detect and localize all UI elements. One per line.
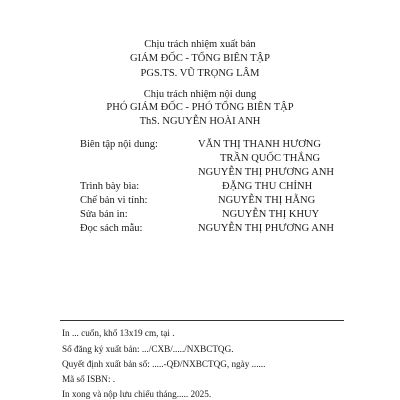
deputy-director-name: ThS. NGUYỄN HOÀI ANH [139, 116, 261, 127]
imprint-divider [60, 320, 344, 321]
sample-reader-name: NGUYỄN THỊ PHƯƠNG ANH [198, 223, 334, 234]
publishing-director-title: GIÁM ĐỐC - TỔNG BIÊN TẬP [130, 53, 270, 64]
layout-label: Chế bản vi tính: [80, 195, 148, 206]
print-run-line: In ... cuốn, khổ 13x19 cm, tại . [62, 328, 175, 338]
content-responsibility-heading: Chịu trách nhiệm nội dung [143, 89, 257, 100]
content-editor-label: Biên tập nội dung: [80, 139, 158, 150]
roster-row-layout [0, 194, 400, 208]
publishing-responsibility-heading: Chịu trách nhiệm xuất bản [144, 39, 256, 50]
content-editor-name: TRẦN QUỐC THẮNG [220, 153, 321, 164]
roster-row-sample-reader [0, 222, 400, 236]
print-proof-name: NGUYỄN THỊ KHUY [222, 209, 320, 220]
cover-design-label: Trình bày bìa: [80, 181, 140, 192]
roster-row-content-editor-3 [0, 166, 400, 180]
cover-design-name: ĐẶNG THU CHỈNH [222, 181, 313, 192]
legal-deposit-line: In xong và nộp lưu chiểu tháng..... 2025. [62, 389, 212, 399]
roster-row-print-proof [0, 208, 400, 222]
layout-name: NGUYỄN THỊ HẰNG [218, 195, 316, 206]
roster-row-content-editor [0, 138, 400, 152]
publishing-registration-line: Số đăng ký xuất bản: .../CXB/...../NXBCTQG. [62, 344, 234, 354]
publishing-director-name: PGS.TS. VŨ TRỌNG LÂM [140, 68, 260, 79]
publishing-decision-line: Quyết định xuất bản số: .....-QĐ/NXBCTQG, ngày ...... [62, 359, 266, 369]
deputy-director-title: PHÓ GIÁM ĐỐC - PHÓ TỔNG BIÊN TẬP [106, 102, 294, 113]
content-editor-name: NGUYỄN THỊ PHƯƠNG ANH [198, 167, 334, 178]
isbn-line: Mã số ISBN: . [62, 374, 116, 384]
roster-row-cover-design [0, 180, 400, 194]
sample-reader-label: Đọc sách mẫu: [80, 223, 143, 234]
print-proof-label: Sửa bản in: [80, 209, 128, 220]
content-editor-name: VĂN THỊ THANH HƯƠNG [198, 139, 321, 150]
roster-row-content-editor-2 [0, 152, 400, 166]
